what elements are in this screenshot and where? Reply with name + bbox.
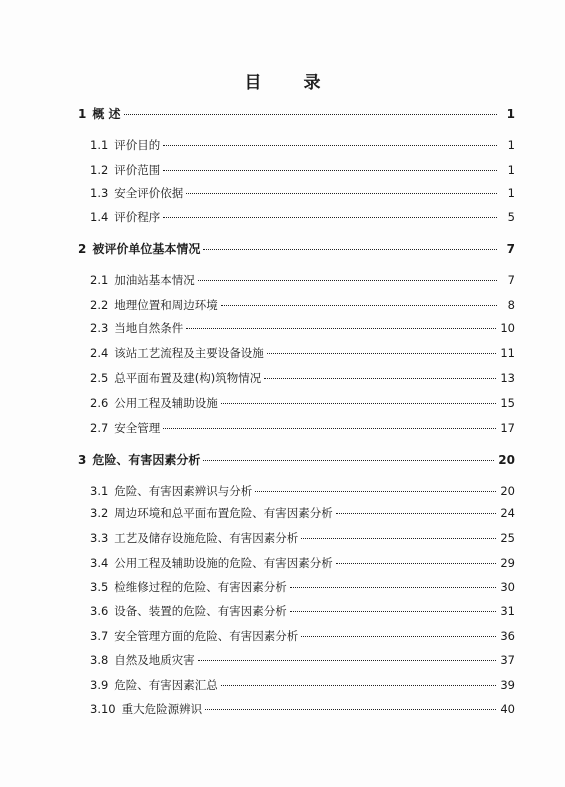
- toc-entry[interactable]: [90, 162, 515, 178]
- toc-entry-page-number: 1: [507, 138, 515, 152]
- dot-leader: [198, 280, 497, 281]
- toc-entry[interactable]: [90, 677, 515, 693]
- toc-entry[interactable]: [90, 652, 515, 668]
- toc-entry[interactable]: [90, 555, 515, 571]
- dot-leader: [205, 709, 496, 710]
- toc-entry-number: 2.5: [90, 371, 109, 385]
- dot-leader: [124, 114, 497, 115]
- toc-entry-label: 当地自然条件: [114, 321, 184, 335]
- dot-leader: [221, 403, 497, 404]
- toc-entry[interactable]: [78, 452, 515, 468]
- toc-entry-number: 3.3: [90, 531, 109, 545]
- toc-entry-page-number: 1: [507, 186, 515, 200]
- toc-entry-label: 总平面布置及建(构)筑物情况: [114, 371, 262, 385]
- toc-entry[interactable]: [90, 297, 515, 313]
- toc-entry[interactable]: [90, 603, 515, 619]
- dot-leader: [163, 428, 496, 429]
- toc-entry[interactable]: [90, 628, 515, 644]
- dot-leader: [264, 378, 496, 379]
- toc-entry-label: 重大危险源辨识: [121, 702, 203, 716]
- toc-entry-number: 3.5: [90, 580, 109, 594]
- dot-leader: [203, 249, 497, 250]
- toc-entry-number: 2.2: [90, 298, 109, 312]
- dot-leader: [198, 660, 497, 661]
- toc-entry-page-number: 13: [500, 371, 515, 385]
- toc-entry-page-number: 11: [500, 346, 515, 360]
- dot-leader: [163, 217, 497, 218]
- toc-entry-page-number: 39: [500, 678, 515, 692]
- toc-entry-number: 1.2: [90, 163, 109, 177]
- toc-entry[interactable]: [90, 395, 515, 411]
- toc-entry[interactable]: [90, 483, 515, 499]
- toc-entry-page-number: 25: [500, 531, 515, 545]
- toc-entry-label: 被评价单位基本情况: [92, 242, 201, 256]
- toc-entry-page-number: 29: [500, 556, 515, 570]
- toc-entry[interactable]: [78, 106, 515, 122]
- toc-entry[interactable]: [90, 137, 515, 153]
- toc-entry-page-number: 5: [507, 210, 515, 224]
- toc-entry-number: 2: [78, 242, 87, 256]
- toc-entry-number: 3.4: [90, 556, 109, 570]
- toc-entry-label: 安全管理: [114, 421, 161, 435]
- toc-entry-number: 3.6: [90, 604, 109, 618]
- toc-entry-label: 设备、装置的危险、有害因素分析: [114, 604, 287, 618]
- toc-entry-label: 公用工程及辅助设施: [114, 396, 218, 410]
- toc-entry-page-number: 20: [498, 453, 515, 467]
- toc-entry-number: 1.3: [90, 186, 109, 200]
- toc-entry-label: 危险、有害因素汇总: [114, 678, 218, 692]
- toc-entry-page-number: 40: [500, 702, 515, 716]
- toc-entry-page-number: 17: [500, 421, 515, 435]
- toc-entry-page-number: 1: [507, 163, 515, 177]
- toc-title: 目 录: [244, 73, 339, 93]
- toc-entry-number: 3.1: [90, 484, 109, 498]
- dot-leader: [255, 491, 496, 492]
- toc-entry-page-number: 36: [500, 629, 515, 643]
- toc-entry-number: 2.1: [90, 273, 109, 287]
- toc-entry-number: 3.7: [90, 629, 109, 643]
- toc-entry-number: 3: [78, 453, 87, 467]
- toc-entry-label: 评价程序: [114, 210, 161, 224]
- dot-leader: [336, 513, 497, 514]
- toc-entry[interactable]: [90, 701, 515, 717]
- toc-entry-page-number: 20: [500, 484, 515, 498]
- toc-entry-label: 自然及地质灾害: [114, 653, 195, 667]
- toc-entry-number: 2.7: [90, 421, 109, 435]
- toc-entry-page-number: 24: [500, 506, 515, 520]
- dot-leader: [290, 611, 497, 612]
- dot-leader: [301, 636, 496, 637]
- dot-leader: [163, 170, 497, 171]
- toc-entry[interactable]: [90, 209, 515, 225]
- toc-entry[interactable]: [90, 370, 515, 386]
- toc-entry-label: 检维修过程的危险、有害因素分析: [114, 580, 287, 594]
- toc-entry-label: 周边环境和总平面布置危险、有害因素分析: [114, 506, 333, 520]
- toc-entry[interactable]: [78, 241, 515, 257]
- toc-entry-page-number: 31: [500, 604, 515, 618]
- dot-leader: [290, 587, 497, 588]
- toc-entry-page-number: 7: [507, 273, 515, 287]
- toc-entry-page-number: 1: [506, 107, 515, 121]
- toc-entry[interactable]: [90, 272, 515, 288]
- toc-entry[interactable]: [90, 185, 515, 201]
- toc-entry-page-number: 30: [500, 580, 515, 594]
- toc-entry-label: 评价范围: [114, 163, 161, 177]
- toc-entry-label: 危险、有害因素辨识与分析: [114, 484, 253, 498]
- toc-entry-number: 3.8: [90, 653, 109, 667]
- toc-entry-page-number: 8: [507, 298, 515, 312]
- toc-entry-label: 安全评价依据: [114, 186, 184, 200]
- toc-entry-label: 加油站基本情况: [114, 273, 195, 287]
- toc-entry-page-number: 7: [506, 242, 515, 256]
- toc-entry-page-number: 15: [500, 396, 515, 410]
- toc-entry-number: 1: [78, 107, 87, 121]
- toc-entry-label: 危险、有害因素分析: [92, 453, 201, 467]
- toc-entry-number: 2.4: [90, 346, 109, 360]
- toc-entry-number: 3.2: [90, 506, 109, 520]
- toc-entry-label: 概 述: [92, 107, 121, 121]
- toc-entry[interactable]: [90, 420, 515, 436]
- toc-entry-number: 2.6: [90, 396, 109, 410]
- toc-entry-page-number: 10: [500, 321, 515, 335]
- toc-entry-label: 公用工程及辅助设施的危险、有害因素分析: [114, 556, 333, 570]
- dot-leader: [301, 538, 496, 539]
- dot-leader: [267, 353, 497, 354]
- dot-leader: [186, 328, 496, 329]
- dot-leader: [163, 145, 497, 146]
- toc-entry-label: 地理位置和周边环境: [114, 298, 218, 312]
- dot-leader: [221, 305, 497, 306]
- toc-entry-label: 安全管理方面的危险、有害因素分析: [114, 629, 299, 643]
- toc-entry-number: 3.9: [90, 678, 109, 692]
- toc-entry-label: 该站工艺流程及主要设备设施: [114, 346, 264, 360]
- toc-entry-number: 3.10: [90, 702, 116, 716]
- toc-entry[interactable]: [90, 345, 515, 361]
- toc-entry-number: 1.1: [90, 138, 109, 152]
- toc-entry-page-number: 37: [500, 653, 515, 667]
- dot-leader: [336, 563, 497, 564]
- toc-entry[interactable]: [90, 320, 515, 336]
- dot-leader: [203, 460, 494, 461]
- toc-entry-number: 2.3: [90, 321, 109, 335]
- toc-entry[interactable]: [90, 579, 515, 595]
- toc-entry[interactable]: [90, 505, 515, 521]
- dot-leader: [186, 193, 497, 194]
- toc-entry-number: 1.4: [90, 210, 109, 224]
- toc-entry-label: 工艺及储存设施危险、有害因素分析: [114, 531, 299, 545]
- dot-leader: [221, 685, 497, 686]
- toc-entry[interactable]: [90, 530, 515, 546]
- toc-entry-label: 评价目的: [114, 138, 161, 152]
